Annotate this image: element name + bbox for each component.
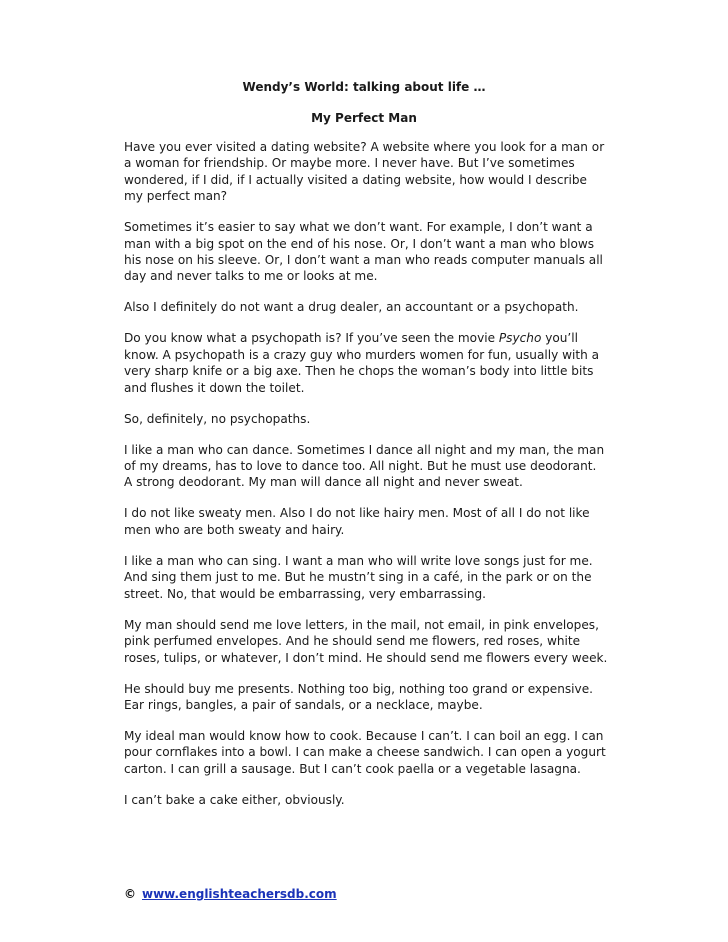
paragraph-text: Do you know what a psychopath is? If you’ve seen the movie xyxy=(124,331,499,346)
paragraph: My man should send me love letters, in the mail, not email, in pink envelopes, pink perfumed envelopes. And he should send me flowers, red roses, white roses, tulips, or whatever, I don’t mind. He should send me flowers every week. xyxy=(124,617,608,665)
document-body xyxy=(124,139,608,823)
paragraph: Have you ever visited a dating website? A website where you look for a man or a woman for friendship. Or maybe more. I never have. But I’ve sometimes wondered, if I did, if I actually visited a dating website, how would I describe my perfect man? xyxy=(124,140,605,204)
footer xyxy=(124,887,337,902)
paragraph: I do not like sweaty men. Also I do not like hairy men. Most of all I do not like men who are both sweaty and hairy. xyxy=(124,506,590,537)
paragraph: So, definitely, no psychopaths. xyxy=(124,411,311,426)
document-subtitle: My Perfect Man xyxy=(311,111,417,125)
paragraph xyxy=(124,330,608,396)
document-title: Wendy’s World: talking about life … xyxy=(242,80,486,94)
paragraph: Sometimes it’s easier to say what we don’t want. For example, I don’t want a man with a big spot on the end of his nose. Or, I don’t want a man who blows his nose on his sleeve. Or, I don’t want a man who reads computer manuals all day and never talks to me or looks at me. xyxy=(124,220,603,284)
copyright-symbol: © xyxy=(124,887,136,901)
paragraph-text: you’ll know. A psychopath is a crazy guy who murders women for fun, usually with a very sharp knife or a big axe. Then he chops the woman’s body into little bits and flushes it down the toilet. xyxy=(124,331,600,395)
paragraph: I can’t bake a cake either, obviously. xyxy=(124,792,345,807)
paragraph: Also I definitely do not want a drug dealer, an accountant or a psychopath. xyxy=(124,300,579,315)
paragraph: My ideal man would know how to cook. Because I can’t. I can boil an egg. I can pour cornflakes into a bowl. I can make a cheese sandwich. I can open a yogurt carton. I can grill a sausage. But I can’t cook paella or a vegetable lasagna. xyxy=(124,728,606,776)
website-link[interactable]: www.englishteachersdb.com xyxy=(142,887,337,901)
paragraph: I like a man who can sing. I want a man who will write love songs just for me. And sing them just to me. But he mustn’t sing in a café, in the park or on the street. No, that would be embarrassing, very embarrassing. xyxy=(124,553,593,601)
movie-title: Psycho xyxy=(498,331,542,346)
paragraph: I like a man who can dance. Sometimes I dance all night and my man, the man of my dreams, has to love to dance too. All night. But he must use deodorant. A strong deodorant. My man will dance all night and never sweat. xyxy=(124,442,605,490)
paragraph: He should buy me presents. Nothing too big, nothing too grand or expensive. Ear rings, bangles, a pair of sandals, or a necklace, maybe. xyxy=(124,681,593,712)
